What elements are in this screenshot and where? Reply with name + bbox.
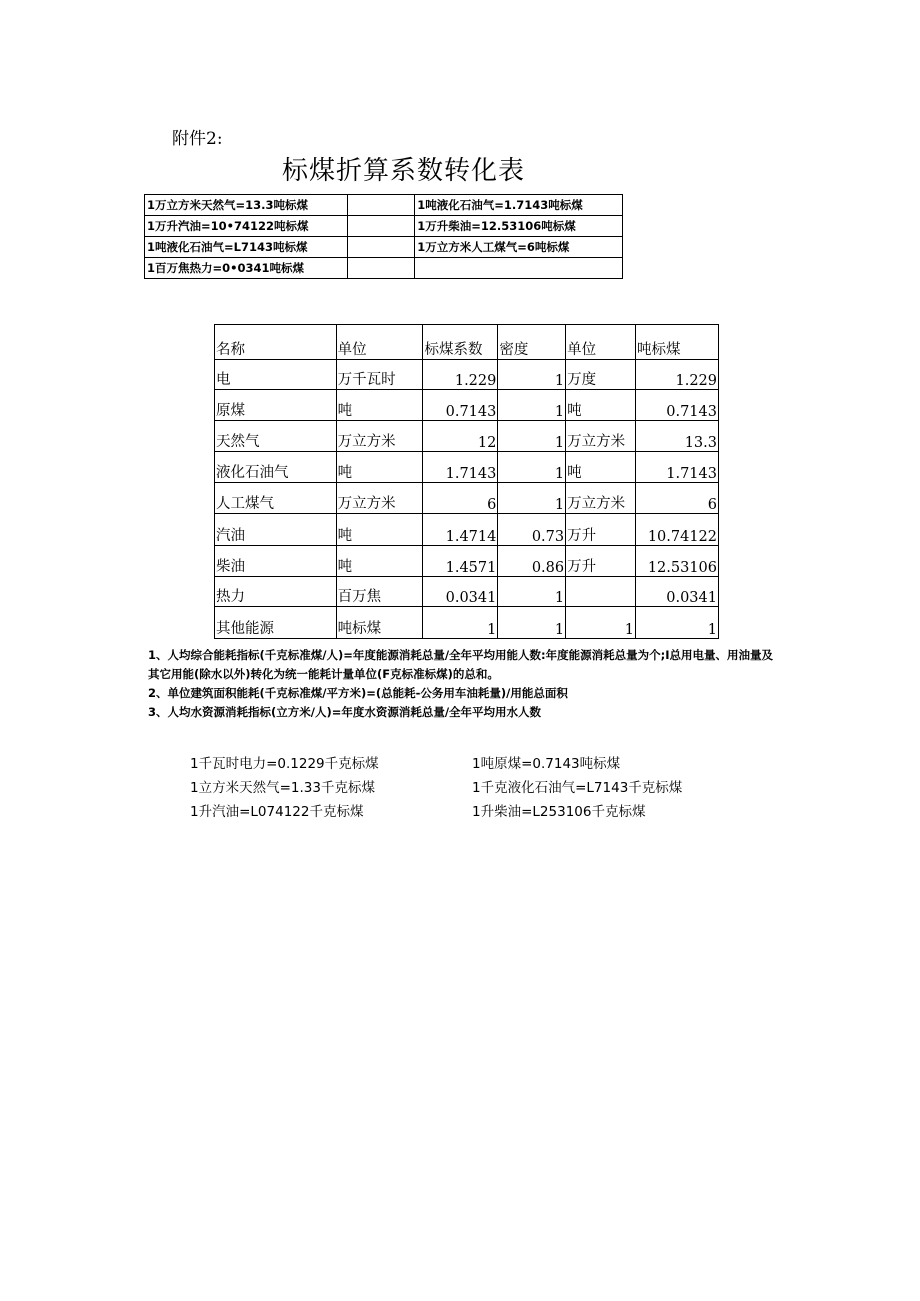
table-cell: 1 xyxy=(498,483,566,514)
conversion-cell xyxy=(347,258,415,279)
column-header: 单位 xyxy=(336,325,423,360)
table-cell: 0.0341 xyxy=(423,577,498,607)
table-cell xyxy=(566,577,636,607)
table-cell: 吨 xyxy=(566,390,636,421)
table-cell: 6 xyxy=(636,483,719,514)
table-cell: 吨 xyxy=(566,452,636,483)
table-cell: 万千瓦时 xyxy=(336,360,423,390)
conversion-row xyxy=(145,216,623,237)
table-row xyxy=(215,390,719,421)
conversion-cell: 1吨液化石油气=1.7143吨标煤 xyxy=(415,195,623,216)
extra-conversion-right-2: 1千克液化石油气=L7143千克标煤 xyxy=(472,780,683,796)
table-row xyxy=(215,452,719,483)
table-cell: 1 xyxy=(498,421,566,452)
table-cell: 万立方米 xyxy=(336,483,423,514)
table-cell: 12.53106 xyxy=(636,546,719,577)
table-cell: 万度 xyxy=(566,360,636,390)
table-cell: 1 xyxy=(498,360,566,390)
conversion-cell xyxy=(347,216,415,237)
table-cell: 其他能源 xyxy=(215,607,337,639)
table-cell: 1 xyxy=(566,607,636,639)
column-header: 标煤系数 xyxy=(423,325,498,360)
conversion-cell: 1万升汽油=10•74122吨标煤 xyxy=(145,216,348,237)
table-cell: 0.86 xyxy=(498,546,566,577)
table-cell: 1.7143 xyxy=(636,452,719,483)
table-cell: 13.3 xyxy=(636,421,719,452)
table-cell: 万立方米 xyxy=(566,421,636,452)
table-cell: 吨标煤 xyxy=(336,607,423,639)
table-cell: 1 xyxy=(498,607,566,639)
extra-conversion-left-2: 1立方米天然气=1.33千克标煤 xyxy=(190,780,375,796)
table-cell: 汽油 xyxy=(215,514,337,546)
table-cell: 0.73 xyxy=(498,514,566,546)
column-header: 名称 xyxy=(215,325,337,360)
table-cell: 1.7143 xyxy=(423,452,498,483)
table-header-row xyxy=(215,325,719,360)
coefficient-table xyxy=(214,324,719,639)
table-cell: 百万焦 xyxy=(336,577,423,607)
table-row xyxy=(215,546,719,577)
conversion-cell: 1百万焦热力=0•0341吨标煤 xyxy=(145,258,348,279)
conversion-row xyxy=(145,258,623,279)
column-header: 吨标煤 xyxy=(636,325,719,360)
note-3: 3、人均水资源消耗指标(立方米/人)=年度水资源消耗总量/全年平均用水人数 xyxy=(148,705,542,719)
table-cell: 吨 xyxy=(336,390,423,421)
table-cell: 吨 xyxy=(336,546,423,577)
table-row xyxy=(215,514,719,546)
table-cell: 万立方米 xyxy=(336,421,423,452)
note-1: 1、人均综合能耗指标(千克标准煤/人)=年度能源消耗总量/全年平均用能人数:年度能源消耗总量为个;I总用电量、用油量及其它用能(除水以外)转化为统一能耗计量单位(F克标准标煤)的总和。 xyxy=(148,648,774,681)
table-cell: 0.7143 xyxy=(636,390,719,421)
extra-conversion-right-1: 1吨原煤=0.7143吨标煤 xyxy=(472,756,621,772)
table-row xyxy=(215,421,719,452)
table-cell: 吨 xyxy=(336,514,423,546)
conversion-cell: 1万立方米天然气=13.3吨标煤 xyxy=(145,195,348,216)
extra-conversion-right-3: 1升柴油=L253106千克标煤 xyxy=(472,804,646,820)
table-cell: 1.4714 xyxy=(423,514,498,546)
table-cell: 1.4571 xyxy=(423,546,498,577)
table-row xyxy=(215,577,719,607)
table-cell: 1 xyxy=(498,577,566,607)
note-2: 2、单位建筑面积能耗(千克标准煤/平方米)=(总能耗-公务用车油耗量)/用能总面积 xyxy=(148,686,568,700)
conversion-summary-table xyxy=(144,194,623,279)
conversion-row xyxy=(145,237,623,258)
table-cell: 1.229 xyxy=(636,360,719,390)
conversion-cell xyxy=(347,237,415,258)
table-cell: 1.229 xyxy=(423,360,498,390)
table-cell: 柴油 xyxy=(215,546,337,577)
table-cell: 1 xyxy=(423,607,498,639)
table-cell: 原煤 xyxy=(215,390,337,421)
table-cell: 1 xyxy=(498,452,566,483)
extra-conversion-left-1: 1千瓦时电力=0.1229千克标煤 xyxy=(190,756,379,772)
conversion-cell: 1万升柴油=12.53106吨标煤 xyxy=(415,216,623,237)
table-cell: 12 xyxy=(423,421,498,452)
table-cell: 天然气 xyxy=(215,421,337,452)
table-cell: 液化石油气 xyxy=(215,452,337,483)
column-header: 密度 xyxy=(498,325,566,360)
table-cell: 万立方米 xyxy=(566,483,636,514)
table-row xyxy=(215,360,719,390)
table-cell: 人工煤气 xyxy=(215,483,337,514)
table-cell: 6 xyxy=(423,483,498,514)
table-cell: 电 xyxy=(215,360,337,390)
table-cell: 10.74122 xyxy=(636,514,719,546)
conversion-cell xyxy=(415,258,623,279)
attachment-label: 附件2: xyxy=(172,129,223,149)
table-cell: 吨 xyxy=(336,452,423,483)
table-cell: 1 xyxy=(636,607,719,639)
table-cell: 万升 xyxy=(566,514,636,546)
conversion-cell: 1万立方米人工煤气=6吨标煤 xyxy=(415,237,623,258)
table-cell: 热力 xyxy=(215,577,337,607)
table-cell: 1 xyxy=(498,390,566,421)
conversion-cell: 1吨液化石油气=L7143吨标煤 xyxy=(145,237,348,258)
conversion-row xyxy=(145,195,623,216)
page-title: 标煤折算系数转化表 xyxy=(282,156,526,186)
table-cell: 0.7143 xyxy=(423,390,498,421)
conversion-cell xyxy=(347,195,415,216)
extra-conversion-left-3: 1升汽油=L074122千克标煤 xyxy=(190,804,364,820)
column-header: 单位 xyxy=(566,325,636,360)
notes-section xyxy=(148,646,776,722)
table-row xyxy=(215,607,719,639)
table-row xyxy=(215,483,719,514)
table-cell: 0.0341 xyxy=(636,577,719,607)
table-cell: 万升 xyxy=(566,546,636,577)
